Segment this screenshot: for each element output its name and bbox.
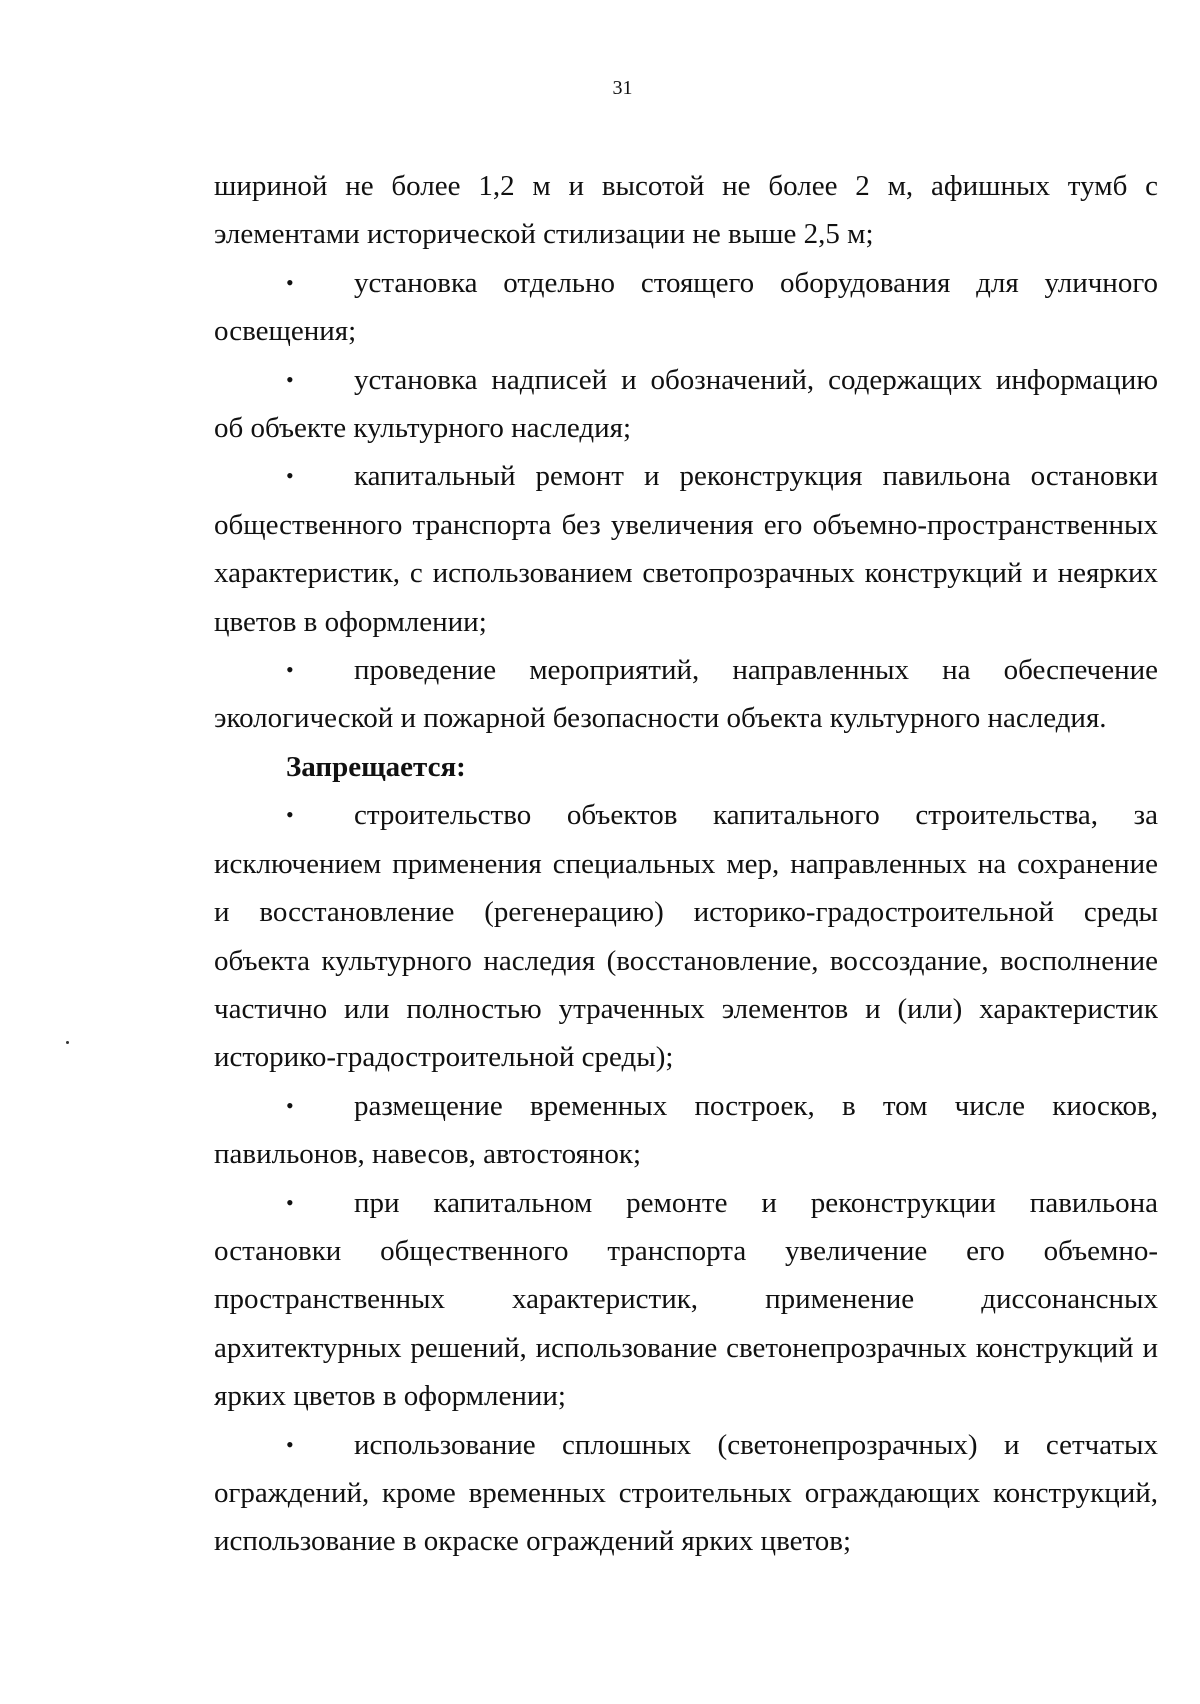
opening-paragraph: шириной не более 1,2 м и высотой не более 2 м, афишных тумб с элементами исторической стилизации не выше 2,5 м; <box>214 170 1158 251</box>
prohibited-item-text: при капитальном ремонте и реконструкции павильона остановки общественного транспорта увеличение его объемно-пространственных характеристик, применение диссонансных архитектурных решений, использование светонепрозрачных конструкций и ярких цветов в оформлении; <box>214 1186 1158 1413</box>
bullet-icon: • <box>286 657 294 683</box>
allowed-item-text: капитальный ремонт и реконструкция павильона остановки общественного транспорта без увеличения его объемно-пространственных характеристик, с использованием светопрозрачных конструкций и неярких цветов в оформлении; <box>214 460 1158 638</box>
prohibited-item-3 <box>214 1179 1158 1421</box>
allowed-item-3 <box>214 452 1158 646</box>
bullet-icon: • <box>286 1431 294 1457</box>
allowed-item-text: установка отдельно стоящего оборудования для уличного освещения; <box>214 266 1158 348</box>
bullet-icon: • <box>286 1092 294 1118</box>
scan-speck <box>66 1041 69 1044</box>
prohibited-item-text: строительство объектов капитального строительства, за исключением применения специальных мер, направленных на сохранение и восстановление (регенерацию) историко-градостроительной среды объекта культурного наследия (восстановление, воссоздание, восполнение частично или полностью утраченных элементов и (или) характеристик историко-градостроительной среды); <box>214 799 1158 1074</box>
prohibited-item-4 <box>214 1421 1158 1566</box>
page-number: 31 <box>612 77 633 99</box>
document-body <box>214 162 1158 1566</box>
allowed-item-2 <box>214 356 1158 453</box>
allowed-item-text: проведение мероприятий, направленных на обеспечение экологической и пожарной безопасности объекта культурного наследия. <box>214 654 1158 735</box>
bullet-icon: • <box>286 802 294 828</box>
bullet-icon: • <box>286 366 294 392</box>
bullet-icon: • <box>286 1189 294 1215</box>
prohibited-heading: Запрещается: <box>286 750 466 783</box>
allowed-item-1 <box>214 259 1158 356</box>
prohibited-item-1 <box>214 791 1158 1081</box>
bullet-icon: • <box>286 269 294 295</box>
bullet-icon: • <box>286 463 294 489</box>
allowed-item-text: установка надписей и обозначений, содержащих информацию об объекте культурного наследия; <box>214 363 1158 445</box>
prohibited-item-text: использование сплошных (светонепрозрачных) и сетчатых ограждений, кроме временных строительных ограждающих конструкций, использование в окраске ограждений ярких цветов; <box>214 1428 1158 1558</box>
prohibited-item-2 <box>214 1082 1158 1179</box>
allowed-item-4 <box>214 646 1158 743</box>
prohibited-item-text: размещение временных построек, в том числе киосков, павильонов, навесов, автостоянок; <box>214 1089 1158 1171</box>
